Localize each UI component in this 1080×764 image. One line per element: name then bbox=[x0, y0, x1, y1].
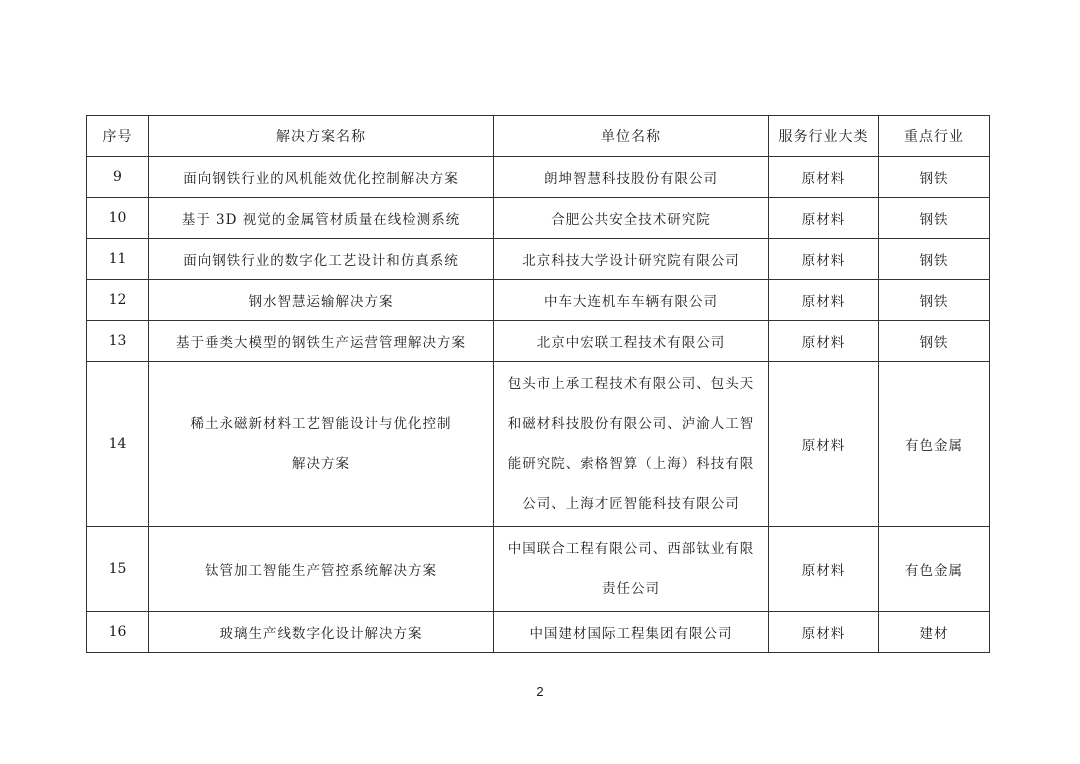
cell-solution bbox=[149, 612, 494, 653]
cell-solution bbox=[149, 239, 494, 280]
cell-category: 原材料 bbox=[769, 198, 879, 239]
table-header-row bbox=[87, 116, 990, 157]
unit-line: 能研究院、索格智算（上海）科技有限 bbox=[507, 456, 755, 472]
table-body bbox=[87, 157, 990, 653]
unit-line: 北京中宏联工程技术有限公司 bbox=[536, 335, 726, 351]
unit-line: 中国建材国际工程集团有限公司 bbox=[529, 626, 733, 642]
header-no: 序号 bbox=[87, 116, 149, 157]
header-industry: 重点行业 bbox=[879, 116, 990, 157]
solution-line: 面向钢铁行业的数字化工艺设计和仿真系统 bbox=[183, 253, 459, 269]
unit-line: 包头市上承工程技术有限公司、包头天 bbox=[507, 376, 755, 392]
cell-no: 11 bbox=[87, 239, 149, 280]
table-row bbox=[87, 527, 990, 612]
header-unit: 单位名称 bbox=[494, 116, 769, 157]
cell-category: 原材料 bbox=[769, 280, 879, 321]
solution-line: 稀土永磁新材料工艺智能设计与优化控制 bbox=[190, 416, 452, 432]
unit-line: 中车大连机车车辆有限公司 bbox=[544, 294, 718, 310]
cell-no: 13 bbox=[87, 321, 149, 362]
table-row bbox=[87, 280, 990, 321]
cell-category: 原材料 bbox=[769, 527, 879, 612]
cell-category: 原材料 bbox=[769, 157, 879, 198]
cell-no: 9 bbox=[87, 157, 149, 198]
cell-unit bbox=[494, 321, 769, 362]
cell-unit bbox=[494, 157, 769, 198]
cell-unit bbox=[494, 198, 769, 239]
table-row bbox=[87, 362, 990, 527]
solution-line: 钛管加工智能生产管控系统解决方案 bbox=[205, 563, 437, 579]
cell-industry: 钢铁 bbox=[879, 321, 990, 362]
solutions-table bbox=[86, 115, 990, 653]
header-category: 服务行业大类 bbox=[769, 116, 879, 157]
solution-line: 基于 3D 视觉的金属管材质量在线检测系统 bbox=[181, 212, 461, 228]
cell-no: 16 bbox=[87, 612, 149, 653]
solution-line: 面向钢铁行业的风机能效优化控制解决方案 bbox=[183, 171, 459, 187]
cell-industry: 有色金属 bbox=[879, 362, 990, 527]
cell-category: 原材料 bbox=[769, 612, 879, 653]
cell-category: 原材料 bbox=[769, 362, 879, 527]
cell-industry: 钢铁 bbox=[879, 239, 990, 280]
table-row bbox=[87, 157, 990, 198]
cell-industry: 钢铁 bbox=[879, 280, 990, 321]
cell-unit bbox=[494, 362, 769, 527]
cell-solution bbox=[149, 527, 494, 612]
solution-line: 玻璃生产线数字化设计解决方案 bbox=[219, 626, 423, 642]
cell-unit bbox=[494, 527, 769, 612]
table-row bbox=[87, 239, 990, 280]
cell-industry: 钢铁 bbox=[879, 157, 990, 198]
cell-unit bbox=[494, 239, 769, 280]
page-number: 2 bbox=[536, 684, 544, 699]
cell-industry: 有色金属 bbox=[879, 527, 990, 612]
cell-unit bbox=[494, 280, 769, 321]
cell-industry: 建材 bbox=[879, 612, 990, 653]
cell-category: 原材料 bbox=[769, 239, 879, 280]
cell-solution bbox=[149, 321, 494, 362]
cell-industry: 钢铁 bbox=[879, 198, 990, 239]
cell-solution bbox=[149, 280, 494, 321]
unit-line: 公司、上海才匠智能科技有限公司 bbox=[522, 496, 740, 512]
unit-line: 中国联合工程有限公司、西部钛业有限 bbox=[507, 541, 755, 557]
unit-line: 责任公司 bbox=[602, 581, 660, 597]
cell-no: 15 bbox=[87, 527, 149, 612]
table-row bbox=[87, 612, 990, 653]
table-row bbox=[87, 321, 990, 362]
solution-line: 解决方案 bbox=[292, 456, 350, 472]
cell-no: 14 bbox=[87, 362, 149, 527]
cell-no: 10 bbox=[87, 198, 149, 239]
cell-unit bbox=[494, 612, 769, 653]
unit-line: 合肥公共安全技术研究院 bbox=[551, 212, 711, 228]
cell-category: 原材料 bbox=[769, 321, 879, 362]
cell-no: 12 bbox=[87, 280, 149, 321]
header-solution: 解决方案名称 bbox=[149, 116, 494, 157]
table-row bbox=[87, 198, 990, 239]
unit-line: 朗坤智慧科技股份有限公司 bbox=[544, 171, 718, 187]
cell-solution bbox=[149, 362, 494, 527]
unit-line: 和磁材科技股份有限公司、泸渝人工智 bbox=[507, 416, 755, 432]
unit-line: 北京科技大学设计研究院有限公司 bbox=[522, 253, 740, 269]
solution-line: 钢水智慧运输解决方案 bbox=[248, 294, 394, 310]
cell-solution bbox=[149, 157, 494, 198]
cell-solution bbox=[149, 198, 494, 239]
solution-line: 基于垂类大模型的钢铁生产运营管理解决方案 bbox=[176, 335, 466, 351]
